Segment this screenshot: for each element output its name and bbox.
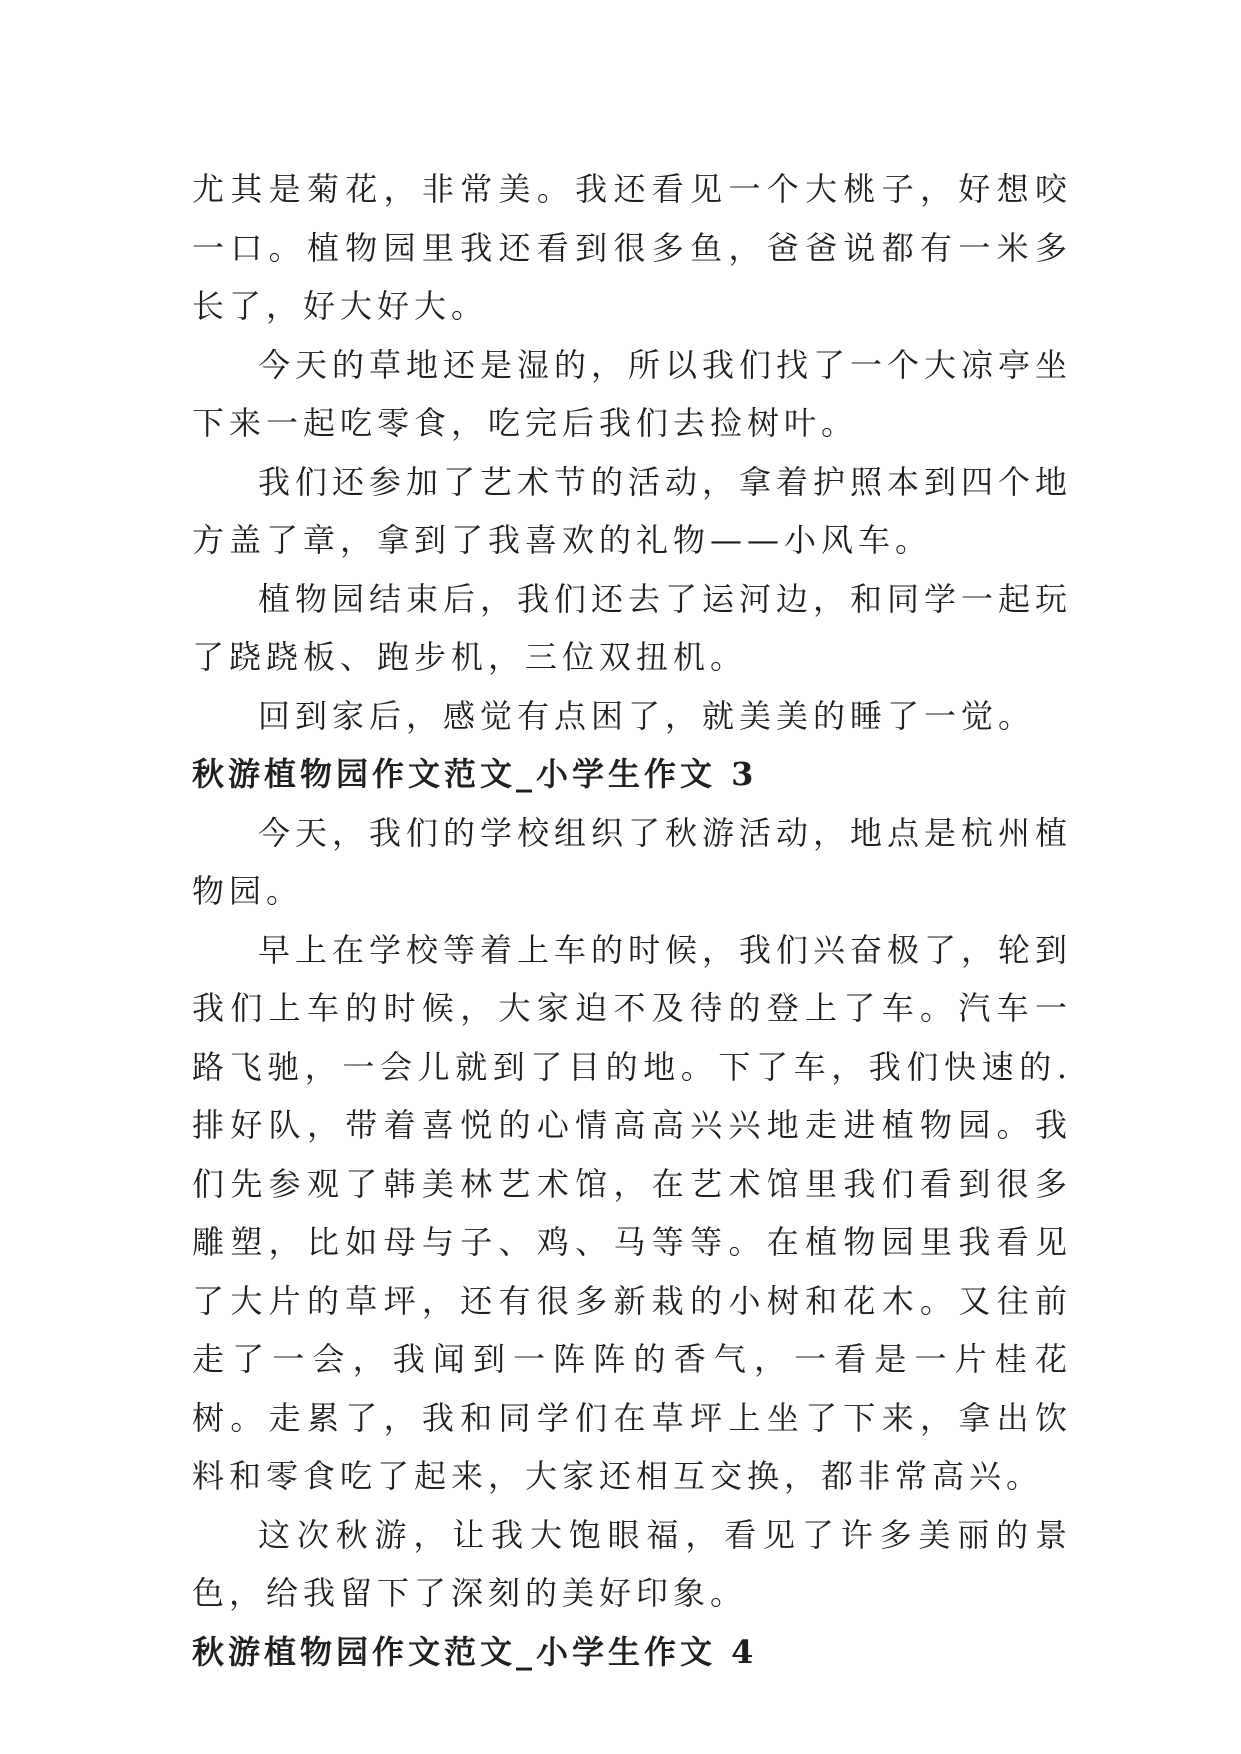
- paragraph: 早上在学校等着上车的时候，我们兴奋极了，轮到我们上车的时候，大家迫不及待的登上了车。汽车一路飞驰，一会儿就到了目的地。下了车，我们快速的. 排好队，带着喜悦的心情高高兴兴地走进植物园。我们先参观了韩美林艺术馆，在艺术馆里我们看到很多雕塑，比如母与子、鸡、马等等。在植物园里我看见了大片的草坪，还有很多新栽的小树和花木。又往前走了一会，我闻到一阵阵的香气，一看是一片桂花树。走累了，我和同学们在草坪上坐了下来，拿出饮料和零食吃了起来，大家还相互交换，都非常高兴。: [192, 930, 1073, 1495]
- paragraph: 尤其是菊花，非常美。我还看见一个大桃子，好想咬一口。植物园里我还看到很多鱼，爸爸说都有一米多长了，好大好大。: [192, 170, 1072, 325]
- paragraph: 这次秋游，让我大饱眼福，看见了许多美丽的景色，给我留下了深刻的美好印象。: [192, 1515, 1072, 1612]
- paragraph: 植物园结束后，我们还去了运河边，和同学一起玩了跷跷板、跑步机，三位双扭机。: [192, 579, 1073, 676]
- paragraph: 今天的草地还是湿的，所以我们找了一个大凉亭坐下来一起吃零食，吃完后我们去捡树叶。: [192, 345, 1073, 442]
- paragraph: 我们还参加了艺术节的活动，拿着护照本到四个地方盖了章，拿到了我喜欢的礼物——小风车。: [192, 462, 1073, 559]
- paragraph: 回到家后，感觉有点困了，就美美的睡了一觉。: [258, 696, 1036, 735]
- section-heading: 秋游植物园作文范文_小学生作文 4: [192, 1632, 758, 1671]
- paragraph: 今天，我们的学校组织了秋游活动，地点是杭州植物园。: [192, 813, 1073, 910]
- section-heading: 秋游植物园作文范文_小学生作文 3: [192, 755, 758, 793]
- document-body: [192, 160, 1072, 1681]
